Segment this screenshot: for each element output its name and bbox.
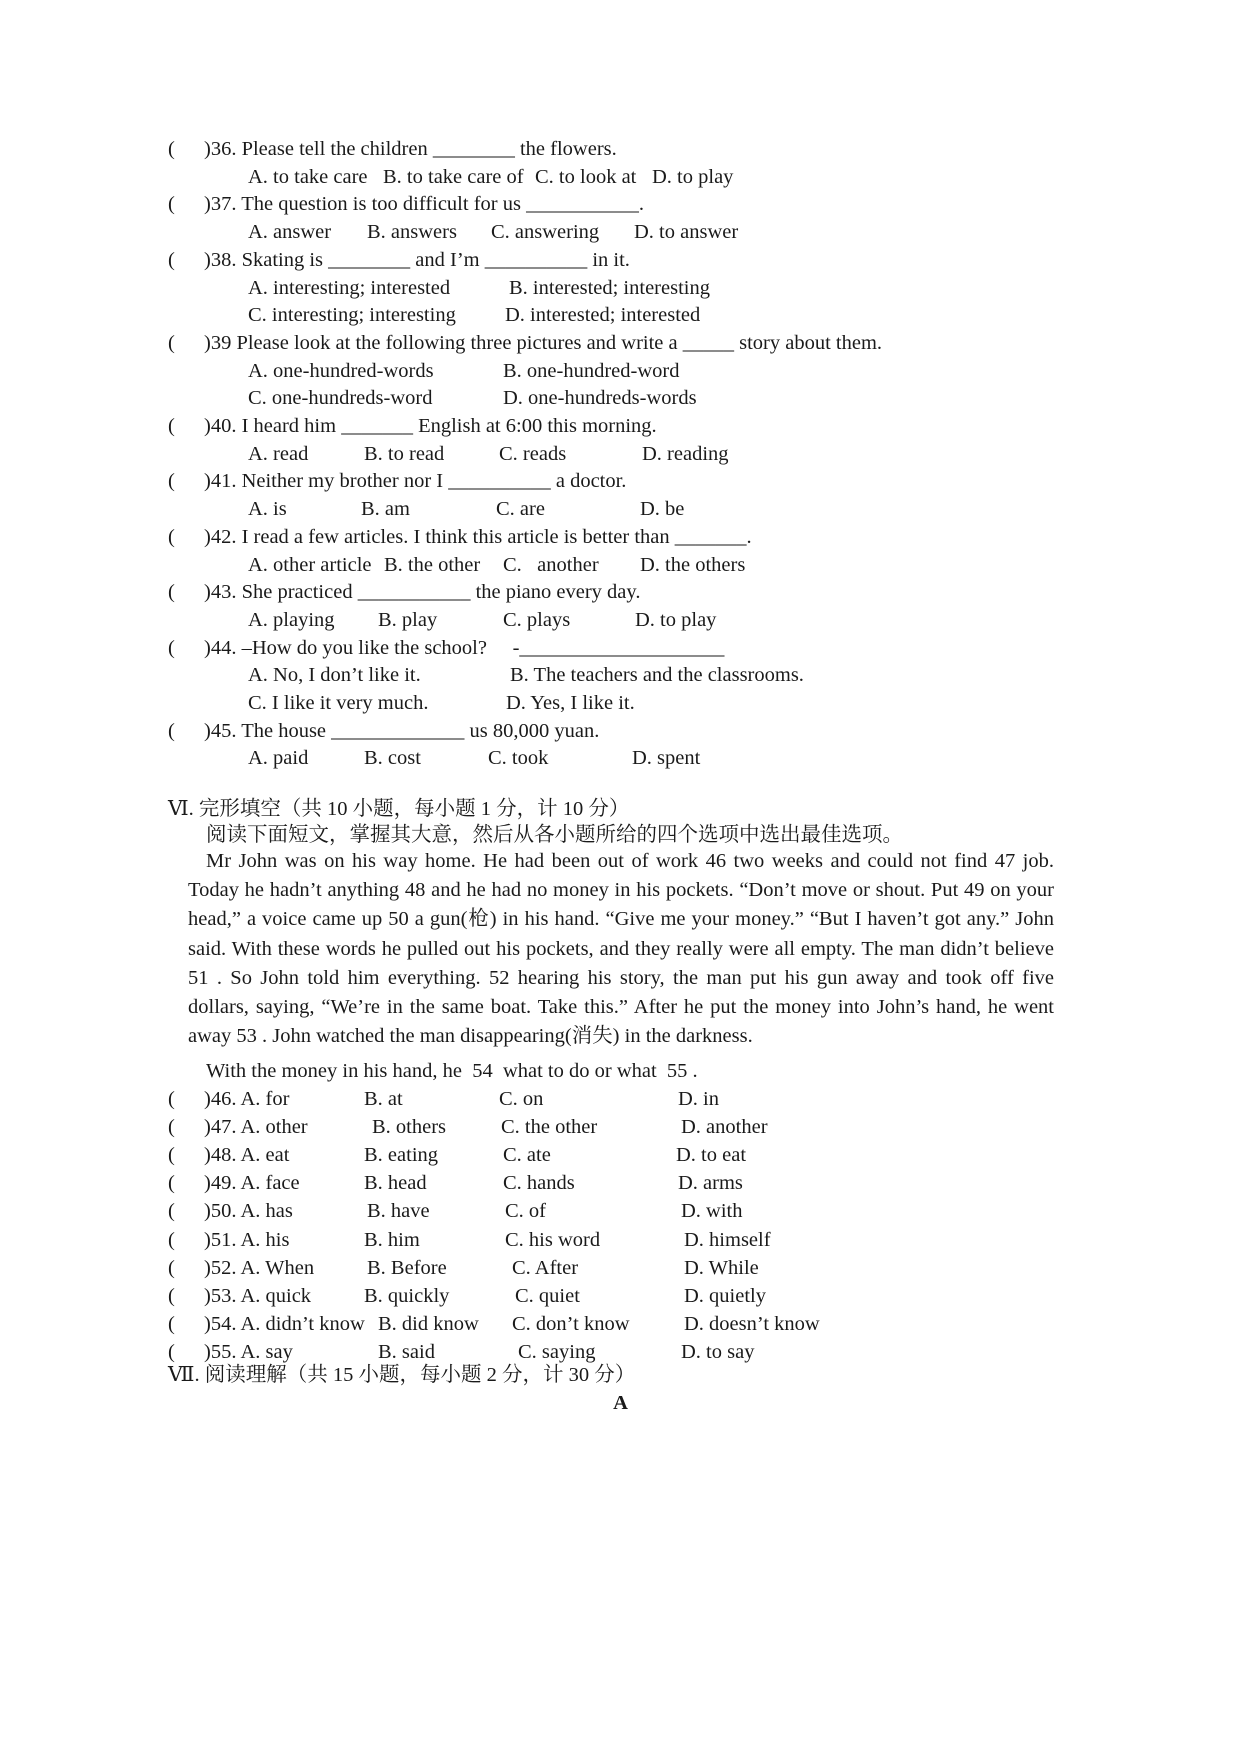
answer-paren: ( — [168, 248, 175, 271]
answer-option: B. said — [378, 1340, 435, 1363]
answer-option: B. The teachers and the classrooms. — [510, 664, 804, 687]
passage-label: A — [613, 1392, 628, 1414]
cloze-question-stem: )54. A. didn’t know — [204, 1312, 365, 1335]
answer-option: C. quiet — [515, 1284, 580, 1307]
answer-option: D. to answer — [634, 221, 739, 244]
answer-paren: ( — [168, 1144, 175, 1167]
answer-option: D. interested; interested — [505, 304, 701, 327]
answer-option: D. Yes, I like it. — [506, 692, 635, 714]
answer-paren: ( — [168, 1256, 175, 1279]
cloze-question-stem: )53. A. quick — [204, 1284, 312, 1307]
answer-option: C. of — [505, 1200, 546, 1223]
answer-option: A. No, I don’t like it. — [248, 664, 421, 687]
answer-option: A. paid — [248, 747, 309, 770]
cloze-passage — [188, 847, 1054, 1051]
answer-option: B. others — [372, 1116, 447, 1139]
cloze-question-stem: )52. A. When — [204, 1256, 315, 1279]
answer-option: A. other article — [248, 553, 372, 576]
answer-option: D. to play — [652, 165, 734, 188]
answer-option: B. to take care of — [383, 165, 524, 188]
section-heading: Ⅶ. 阅读理解（共 15 小题，每小题 2 分，计 30 分） — [168, 1364, 636, 1386]
answer-option: A. playing — [248, 608, 335, 631]
answer-option: C. After — [512, 1256, 579, 1279]
answer-paren: ( — [168, 581, 175, 604]
answer-option: B. to read — [364, 442, 445, 465]
cloze-question-stem: )55. A. say — [204, 1340, 293, 1363]
answer-option: C. I like it very much. — [248, 692, 429, 714]
answer-option: A. interesting; interested — [248, 276, 451, 299]
answer-paren: ( — [168, 1284, 175, 1307]
answer-option: A. one-hundred-words — [248, 359, 434, 382]
answer-option: B. one-hundred-word — [503, 359, 680, 382]
cloze-question-stem: )51. A. his — [204, 1228, 290, 1251]
answer-paren: ( — [168, 415, 175, 437]
answer-paren: ( — [168, 138, 175, 160]
question-stem: )43. She practiced ___________ the piano every day. — [204, 581, 641, 604]
answer-option: D. be — [640, 498, 685, 521]
question-stem: )41. Neither my brother nor I __________ a doctor. — [204, 470, 627, 493]
answer-paren: ( — [168, 719, 175, 742]
section-instruction: 阅读下面短文，掌握其大意，然后从各小题所给的四个选项中选出最佳选项。 — [206, 824, 903, 846]
answer-option: D. to say — [681, 1340, 755, 1363]
answer-option: C. the other — [501, 1116, 598, 1139]
answer-paren: ( — [168, 1340, 175, 1363]
question-stem: )37. The question is too difficult for us ___________. — [204, 193, 644, 216]
question-stem: )42. I read a few articles. I think this article is better than _______. — [204, 525, 752, 548]
answer-option: B. play — [378, 608, 438, 631]
answer-option: A. is — [248, 498, 287, 521]
answer-option: C. ate — [503, 1144, 551, 1167]
answer-option: C. are — [496, 498, 545, 521]
cloze-question-stem: )49. A. face — [204, 1172, 300, 1195]
answer-option: B. head — [364, 1172, 427, 1195]
answer-option: C. another — [503, 553, 599, 576]
answer-option: C. hands — [503, 1172, 575, 1195]
answer-option: D. another — [681, 1116, 768, 1139]
answer-paren: ( — [168, 1088, 175, 1110]
answer-paren: ( — [168, 1172, 175, 1195]
answer-option: D. While — [684, 1256, 759, 1279]
answer-option: B. interested; interesting — [509, 276, 710, 299]
answer-option: C. his word — [505, 1228, 601, 1251]
question-stem: )39 Please look at the following three pictures and write a _____ story about them. — [204, 331, 883, 354]
answer-option: C. to look at — [535, 165, 637, 188]
answer-option: C. took — [488, 747, 549, 770]
answer-option: C. answering — [491, 221, 600, 244]
answer-option: C. interesting; interesting — [248, 304, 456, 327]
cloze-question-stem: )46. A. for — [204, 1088, 290, 1110]
cloze-question-stem: )48. A. eat — [204, 1144, 290, 1167]
answer-paren: ( — [168, 1116, 175, 1139]
answer-option: A. answer — [248, 221, 332, 244]
answer-option: D. reading — [642, 442, 729, 465]
answer-option: B. quickly — [364, 1284, 450, 1307]
answer-option: B. did know — [378, 1312, 479, 1335]
answer-option: C. don’t know — [512, 1312, 630, 1335]
cloze-question-stem: )50. A. has — [204, 1200, 293, 1223]
answer-option: D. quietly — [684, 1284, 766, 1307]
question-stem: )38. Skating is ________ and I’m __________ in it. — [204, 248, 630, 271]
answer-paren: ( — [168, 636, 175, 659]
answer-option: A. read — [248, 442, 309, 465]
answer-option: D. arms — [678, 1172, 743, 1195]
answer-paren: ( — [168, 1312, 175, 1335]
question-stem: )45. The house _____________ us 80,000 yuan. — [204, 719, 600, 742]
question-stem: )36. Please tell the children ________ the flowers. — [204, 138, 617, 160]
answer-option: D. one-hundreds-words — [503, 387, 697, 410]
answer-paren: ( — [168, 1228, 175, 1251]
answer-option: D. in — [678, 1088, 719, 1110]
answer-option: C. reads — [499, 442, 567, 465]
passage-last-line: With the money in his hand, he 54 what to do or what 55 . — [206, 1060, 698, 1082]
answer-option: D. to eat — [676, 1144, 747, 1167]
answer-option: D. doesn’t know — [684, 1312, 820, 1335]
answer-option: B. Before — [367, 1256, 447, 1279]
answer-option: C. plays — [503, 608, 571, 631]
cloze-question-stem: )47. A. other — [204, 1116, 308, 1139]
answer-paren: ( — [168, 525, 175, 548]
question-stem: )44. –How do you like the school? -____________________ — [204, 636, 725, 659]
answer-option: D. with — [681, 1200, 743, 1223]
answer-option: C. one-hundreds-word — [248, 387, 433, 410]
answer-paren: ( — [168, 470, 175, 493]
answer-paren: ( — [168, 193, 175, 216]
answer-option: B. cost — [364, 747, 421, 770]
answer-option: C. on — [499, 1088, 544, 1110]
answer-option: D. spent — [632, 747, 701, 770]
answer-option: D. himself — [684, 1228, 771, 1251]
answer-option: D. to play — [635, 608, 717, 631]
question-stem: )40. I heard him _______ English at 6:00 this morning. — [204, 415, 657, 437]
passage-paragraph: Mr John was on his way home. He had been out of work 46 two weeks and could not find 47 job. Today he hadn’t anything 48 and he had no money in his pockets. “Don’t move or shout. Put 49 on your head,” a voice came up 50 a gun(枪) in his hand. “Give me your money.” “But I haven’t got any.” John said. With these words he pulled out his pockets, and they really were all empty. The man didn’t believe 51 . So John told him everything. 52 hearing his story, the man put his gun away and took off five dollars, saying, “We’re in the same boat. Take this.” After he put the money into John’s hand, he went away 53 . John watched the man disappearing(消失) in the darkness. — [188, 850, 1054, 1048]
answer-option: B. the other — [384, 553, 481, 576]
answer-option: D. the others — [640, 553, 746, 576]
answer-option: A. to take care — [248, 165, 368, 188]
answer-option: B. him — [364, 1228, 420, 1251]
answer-paren: ( — [168, 1200, 175, 1223]
answer-paren: ( — [168, 331, 175, 354]
answer-option: B. am — [361, 498, 410, 521]
answer-option: C. saying — [518, 1340, 596, 1363]
answer-option: B. eating — [364, 1144, 439, 1167]
answer-option: B. have — [367, 1200, 430, 1223]
answer-option: B. at — [364, 1088, 403, 1110]
answer-option: B. answers — [367, 221, 457, 244]
section-heading: Ⅵ. 完形填空（共 10 小题，每小题 1 分，计 10 分） — [168, 798, 630, 820]
